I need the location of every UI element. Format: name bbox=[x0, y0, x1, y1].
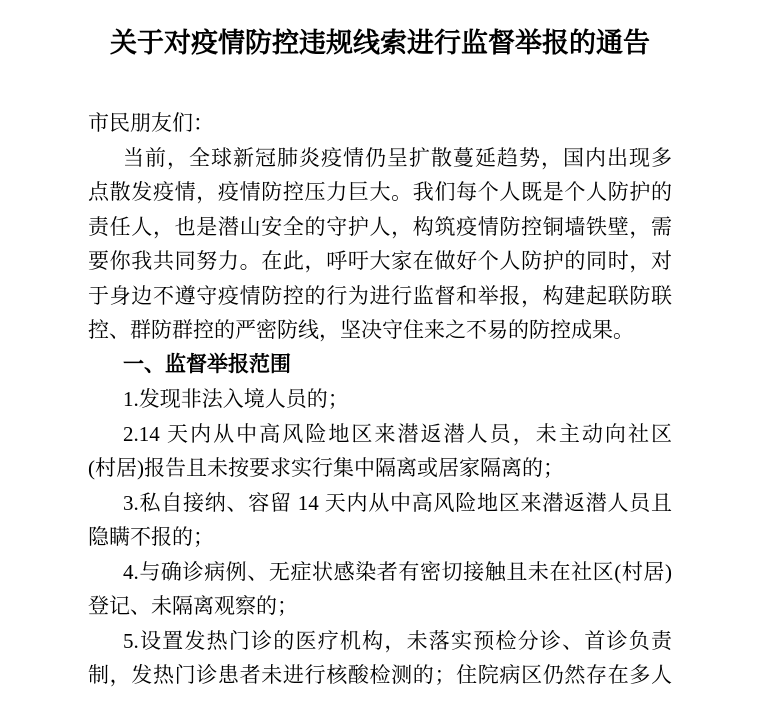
text-line: 当前，全球新冠肺炎疫情仍呈扩散蔓延趋势，国内出现多 bbox=[123, 145, 672, 170]
text-line: 2.14 天内从中高风险地区来潜返潜人员，未主动向社区 bbox=[123, 421, 672, 446]
text-line: 要你我共同努力。在此，呼吁大家在做好个人防护的同时，对 bbox=[88, 249, 672, 273]
text-line: 3.私自接纳、容留 14 天内从中高风险地区来潜返潜人员且 bbox=[123, 490, 672, 515]
document-body bbox=[88, 106, 672, 693]
notice-document-page bbox=[0, 24, 760, 723]
text-line: 5.设置发热门诊的医疗机构，未落实预检分诊、首诊负责 bbox=[123, 628, 672, 653]
text-line: 控、群防群控的严密防线，坚决守住来之不易的防控成果。 bbox=[88, 318, 634, 342]
text-line: 隐瞒不报的； bbox=[88, 525, 214, 549]
text-line: 4.与确诊病例、无症状感染者有密切接触且未在社区(村居) bbox=[123, 559, 672, 584]
text-line: 登记、未隔离观察的； bbox=[88, 594, 298, 618]
text-line: 于身边不遵守疫情防控的行为进行监督和举报，构建起联防联 bbox=[88, 283, 672, 308]
text-line: (村居)报告且未按要求实行集中隔离或居家隔离的； bbox=[88, 456, 564, 480]
text-line: 点散发疫情，疫情防控压力巨大。我们每个人既是个人防护的 bbox=[88, 180, 672, 204]
salutation-line: 市民朋友们： bbox=[88, 111, 214, 135]
text-line: 1.发现非法入境人员的； bbox=[123, 387, 349, 411]
document-title: 关于对疫情防控违规线索进行监督举报的通告 bbox=[110, 28, 650, 58]
text-line: 制，发热门诊患者未进行核酸检测的；住院病区仍然存在多人 bbox=[88, 663, 672, 687]
text-line: 责任人，也是潜山安全的守护人，构筑疫情防控铜墙铁壁，需 bbox=[88, 214, 672, 239]
section-heading: 一、监督举报范围 bbox=[123, 352, 291, 376]
